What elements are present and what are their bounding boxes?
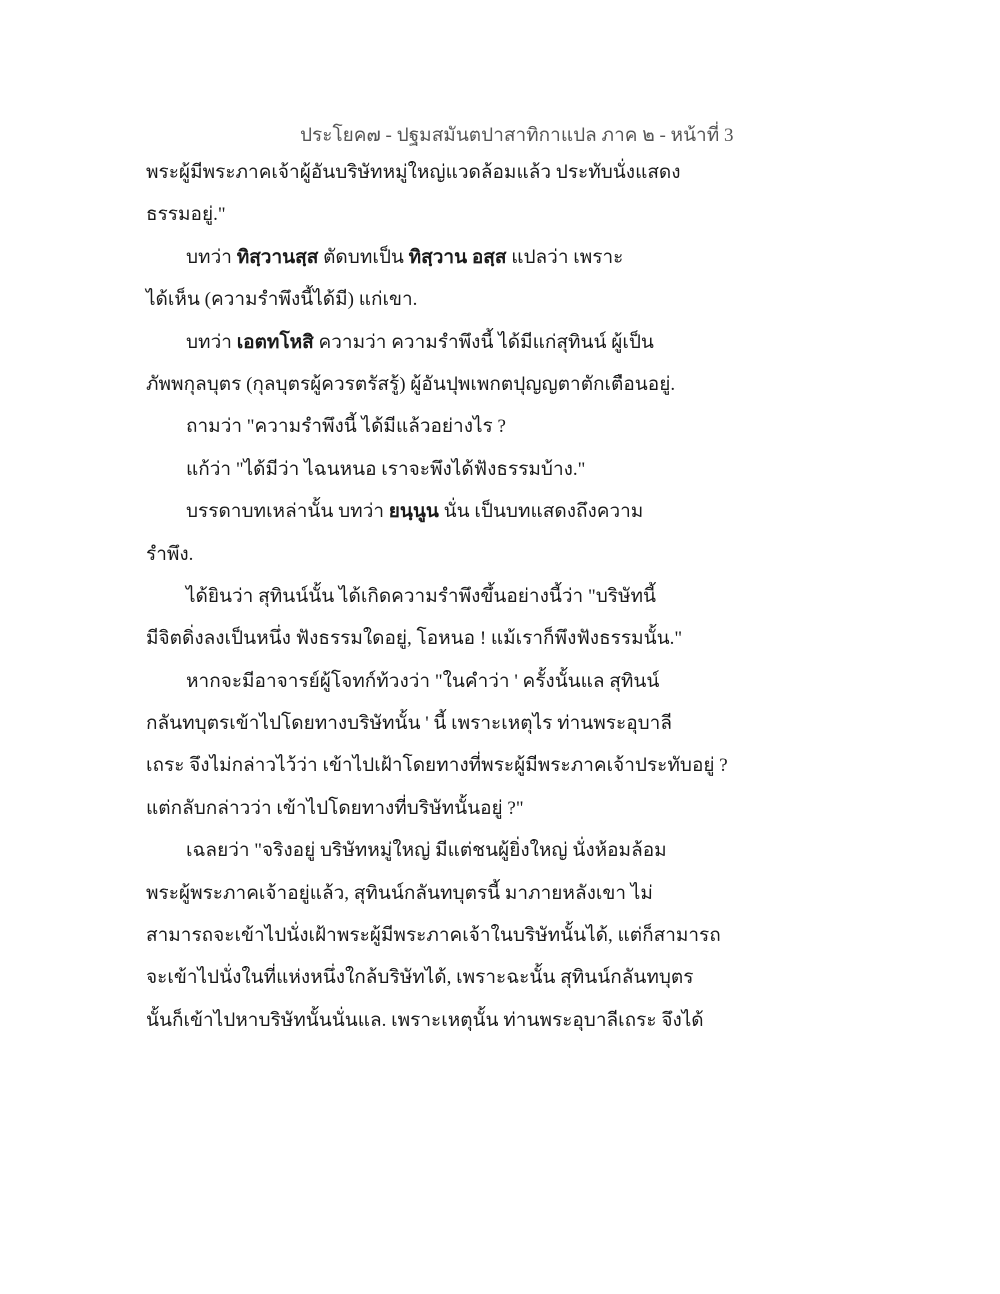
text-line-11: ได้ยินว่า สุทินน์นั้น ได้เกิดความรำพึงขึ้นอย่างนี้ว่า "บริษัทนี้ [186,585,657,607]
text-line-4: ได้เห็น (ความรำพึงนี้ได้มี) แก่เขา. [146,289,418,311]
text-span: บรรดาบทเหล่านั้น บทว่า [186,501,389,523]
pali-term: ยนฺนูน [388,501,439,523]
text-line-3 [146,237,736,279]
text-span: บทว่า [186,246,237,268]
running-header: ประโยค๗ - ปฐมสมันตปาสาทิกาแปล ภาค ๒ - หน้าที่ 3 [300,125,734,146]
text-line-21: นั้นก็เข้าไปหาบริษัทนั้นนั่นแล. เพราะเหตุนั้น ท่านพระอุบาลีเถระ จึงได้ [146,1009,704,1031]
text-line-2: ธรรมอยู่." [146,204,226,226]
text-line-17: เฉลยว่า "จริงอยู่ บริษัทหมู่ใหญ่ มีแต่ชนผู้ยิ่งใหญ่ นั่งห้อมล้อม [186,840,667,862]
text-span: ตัดบทเป็น [318,246,409,268]
text-line-20: จะเข้าไปนั่งในที่แห่งหนึ่งใกล้บริษัทได้, เพราะฉะนั้น สุทินน์กลันทบุตร [146,967,694,989]
text-line-18: พระผู้พระภาคเจ้าอยู่แล้ว, สุทินน์กลันทบุตรนี้ มาภายหลังเขา ไม่ [146,882,653,904]
text-line-16: แต่กลับกล่าวว่า เข้าไปโดยทางที่บริษัทนั้นอยู่ ?" [146,797,524,819]
text-line-1: พระผู้มีพระภาคเจ้าผู้อันบริษัทหมู่ใหญ่แวดล้อมแล้ว ประทับนั่งแสดง [146,162,681,183]
pali-term: ทิสฺวาน อสฺส [408,246,507,268]
text-line-14: กลันทบุตรเข้าไปโดยทางบริษัทนั้น ' นี้ เพราะเหตุไร ท่านพระอุบาลี [146,713,672,735]
text-line-6: ภัพพกุลบุตร (กุลบุตรผู้ควรตรัสรู้) ผู้อันปุพเพกตปุญญตาตักเตือนอยู่. [146,373,676,395]
text-line-10: รำพึง. [146,543,194,565]
text-line-12: มีจิตดิ่งลงเป็นหนึ่ง ฟังธรรมใดอยู่, โอหนอ ! แม้เราก็พึงฟังธรรมนั้น." [146,628,683,650]
text-span: บทว่า [186,331,237,353]
body-text [146,152,736,1042]
pali-term: เอตทโหสิ [236,331,314,353]
text-line-7: ถามว่า "ความรำพึงนี้ ได้มีแล้วอย่างไร ? [186,416,506,438]
text-line-9 [146,491,736,533]
text-line-19: สามารถจะเข้าไปนั่งเฝ้าพระผู้มีพระภาคเจ้าในบริษัทนั้นได้, แต่ก็สามารถ [146,925,721,947]
text-line-5 [146,322,736,364]
text-span: ความว่า ความรำพึงนี้ ได้มีแก่สุทินน์ ผู้เป็น [313,331,654,353]
text-line-8: แก้ว่า "ได้มีว่า ไฉนหนอ เราจะพึงได้ฟังธรรมบ้าง." [186,458,586,480]
text-line-13: หากจะมีอาจารย์ผู้โจทก์ท้วงว่า "ในคำว่า ' ครั้งนั้นแล สุทินน์ [186,670,660,692]
pali-term: ทิสฺวานสฺส [236,246,319,268]
text-line-15: เถระ จึงไม่กล่าวไว้ว่า เข้าไปเฝ้าโดยทางที่พระผู้มีพระภาคเจ้าประทับอยู่ ? [146,755,728,777]
text-span: นั่น เป็นบทแสดงถึงความ [438,501,644,523]
text-span: แปลว่า เพราะ [506,246,624,268]
